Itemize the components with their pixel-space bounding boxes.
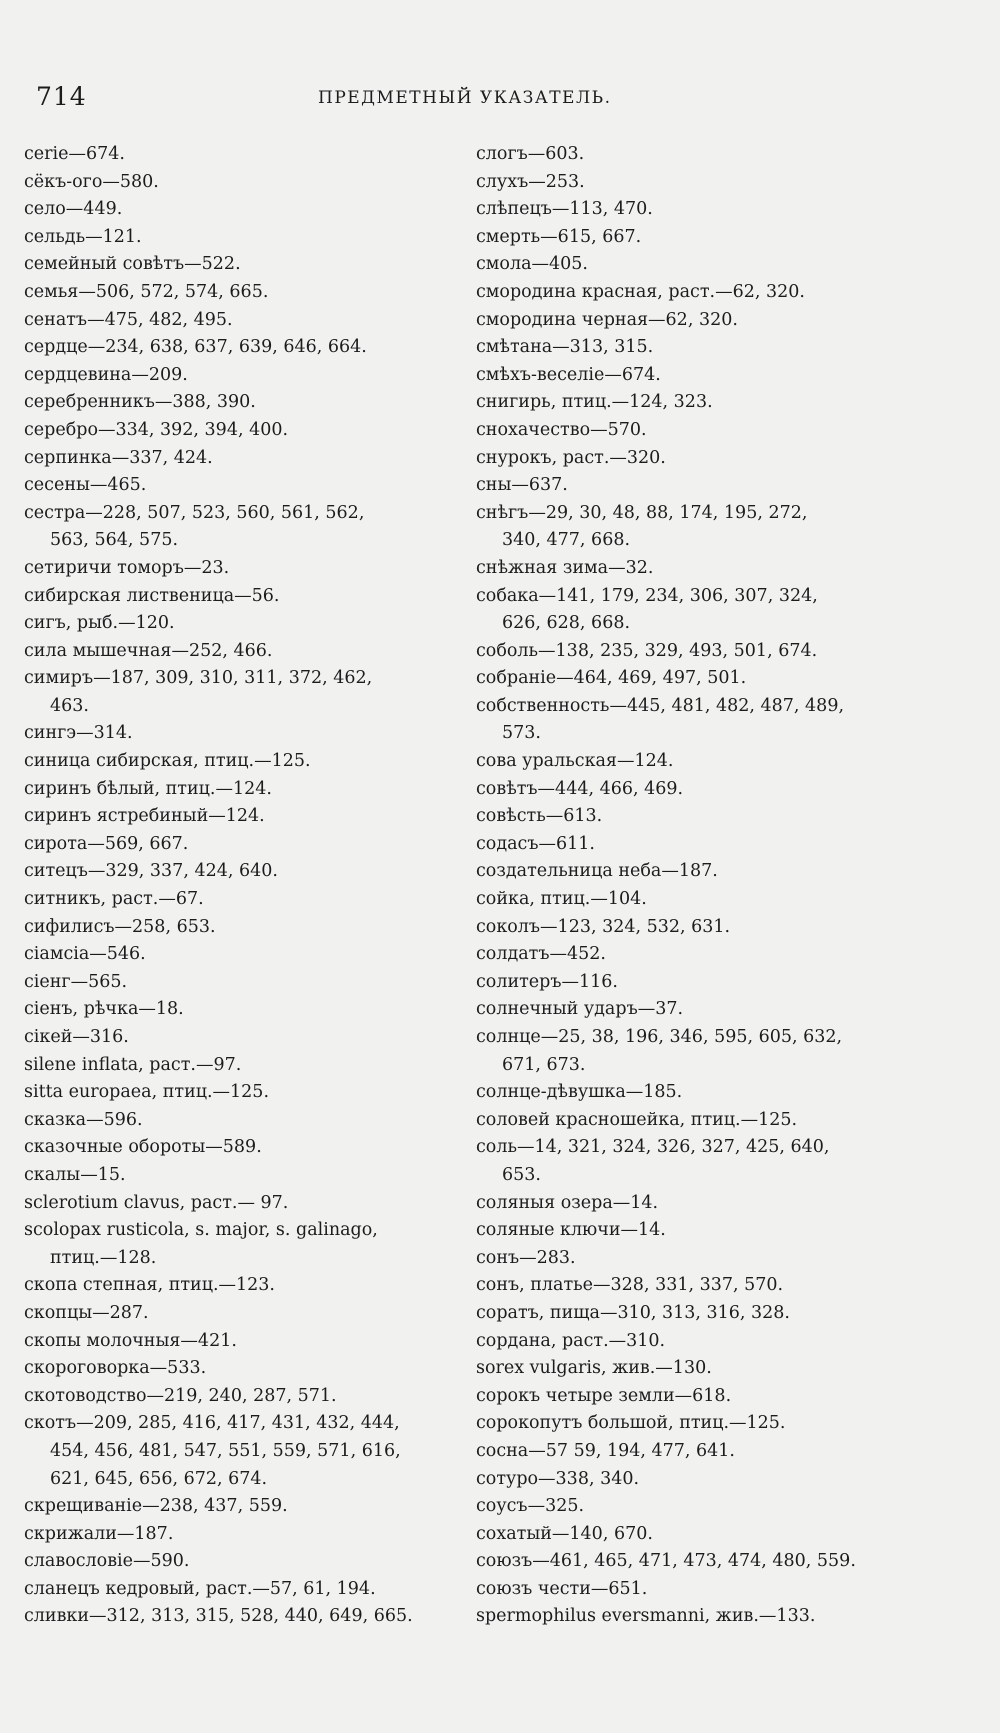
index-entry-text: союзъ чести—651. [476, 1578, 648, 1599]
index-entry [476, 1383, 916, 1411]
index-entry [476, 969, 916, 997]
index-entry-text: сердце—234, 638, 637, 639, 646, 664. [24, 337, 367, 358]
index-entry [24, 1134, 419, 1162]
index-entry-text: содасъ—611. [476, 833, 595, 854]
index-entry-text: слухъ—253. [476, 171, 585, 192]
index-entry [476, 858, 916, 886]
index-entry [476, 389, 916, 417]
index-entry [476, 1300, 916, 1328]
index-entry [476, 1024, 916, 1079]
index-entry-continuation: 626, 628, 668. [502, 613, 631, 634]
index-entry-text: соболь—138, 235, 329, 493, 501, 674. [476, 640, 818, 661]
index-entry-text: солнце—25, 38, 196, 346, 595, 605, 632, [476, 1027, 843, 1047]
index-entry-text: совѣсть—613. [476, 806, 603, 827]
index-entry [24, 583, 419, 611]
index-entry-text: сiамсiа—546. [24, 944, 146, 965]
index-entry [24, 1190, 419, 1218]
index-entry-continuation: 563, 564, 575. [50, 530, 179, 551]
index-entry-continuation: 671, 673. [502, 1054, 586, 1075]
index-entry [24, 1217, 419, 1272]
index-column-right [476, 141, 916, 1631]
index-entry [476, 1548, 916, 1576]
index-entry [24, 224, 419, 252]
index-entry-text: семейный совѣтъ—522. [24, 254, 241, 275]
index-entry [24, 914, 419, 942]
index-entry-text: ситникъ, раст.—67. [24, 889, 204, 910]
index-entry-text: союзъ—461, 465, 471, 473, 474, 480, 559. [476, 1551, 856, 1572]
index-entry [476, 638, 916, 666]
index-entry-text: скалы—15. [24, 1164, 126, 1185]
index-entry-text: село—449. [24, 199, 123, 220]
index-entry [24, 1603, 419, 1631]
index-entry-text: сесены—465. [24, 475, 147, 496]
index-entry-text: скороговорка—533. [24, 1358, 207, 1379]
index-entry-text: солнечный ударъ—37. [476, 999, 684, 1020]
index-entry [24, 969, 419, 997]
index-entry [24, 141, 419, 169]
index-entry [24, 417, 419, 445]
index-entry [24, 886, 419, 914]
index-entry [24, 610, 419, 638]
index-entry-text: сингэ—314. [24, 723, 133, 744]
index-entry-text: соль—14, 321, 324, 326, 327, 425, 640, [476, 1137, 830, 1158]
index-entry [24, 720, 419, 748]
index-entry-text: сонъ—283. [476, 1247, 576, 1268]
index-entry-text: сны—637. [476, 475, 568, 496]
index-entry-text: скрижали—187. [24, 1523, 174, 1544]
index-entry-text: соляные ключи—14. [476, 1220, 666, 1241]
index-entry [24, 555, 419, 583]
index-entry-text: сордана, раст.—310. [476, 1330, 666, 1351]
index-entry-text: снѣжная зима—32. [476, 557, 654, 578]
index-entry-text: собственность—445, 481, 482, 487, 489, [476, 695, 845, 716]
index-entry-text: сетиричи томоръ—23. [24, 557, 230, 578]
index-entry [24, 996, 419, 1024]
index-entry [476, 693, 916, 748]
index-entry-text: silene inflata, раст.—97. [24, 1054, 242, 1075]
index-entry-text: сорокъ четыре земли—618. [476, 1385, 732, 1406]
index-entry [476, 776, 916, 804]
index-entry-text: sitta europaea, птиц.—125. [24, 1082, 270, 1103]
index-entry-continuation: 621, 645, 656, 672, 674. [50, 1468, 268, 1489]
index-entry-text: сирота—569, 667. [24, 833, 189, 854]
index-entry-text: солдатъ—452. [476, 944, 606, 965]
index-entry-text: сердцевина—209. [24, 364, 188, 385]
index-entry [476, 169, 916, 197]
index-entry [476, 1190, 916, 1218]
index-entry-text: соратъ, пища—310, 313, 316, 328. [476, 1302, 790, 1323]
index-entry [24, 776, 419, 804]
index-entry [24, 1052, 419, 1080]
index-entry [24, 1107, 419, 1135]
index-entry [476, 1245, 916, 1273]
index-entry-text: сiкей—316. [24, 1027, 129, 1047]
index-entry [476, 141, 916, 169]
index-entry [24, 1410, 419, 1493]
index-entry-text: слѣпецъ—113, 470. [476, 199, 653, 220]
index-entry-text: сохатый—140, 670. [476, 1523, 653, 1544]
index-entry [476, 1576, 916, 1604]
index-entry-text: ситецъ—329, 337, 424, 640. [24, 861, 278, 882]
index-entry [24, 196, 419, 224]
index-entry [476, 748, 916, 776]
index-entry-text: сигъ, рыб.—120. [24, 613, 175, 634]
index-column-left [24, 141, 419, 1631]
index-entry [476, 583, 916, 638]
index-entry [476, 1521, 916, 1549]
index-entry [476, 500, 916, 555]
index-entry-text: серпинка—337, 424. [24, 447, 213, 468]
index-entry-text: собранiе—464, 469, 497, 501. [476, 668, 747, 689]
index-entry-text: скотоводство—219, 240, 287, 571. [24, 1385, 337, 1406]
index-entry-text: сотуро—338, 340. [476, 1468, 640, 1489]
index-entry-text: сосна—57 59, 194, 477, 641. [476, 1440, 735, 1461]
index-entry-text: скрещиванiе—238, 437, 559. [24, 1496, 288, 1517]
index-entry-continuation: 463. [50, 695, 89, 716]
index-entry [476, 1272, 916, 1300]
index-entry-text: spermophilus eversmanni, жив.—133. [476, 1606, 816, 1627]
index-entry [476, 1438, 916, 1466]
index-entry-text: соловей красношейка, птиц.—125. [476, 1109, 798, 1130]
index-entry [24, 1162, 419, 1190]
index-entry-text: сельдь—121. [24, 226, 142, 247]
index-entry [24, 1355, 419, 1383]
index-entry [24, 941, 419, 969]
index-entry [24, 1576, 419, 1604]
index-entry-continuation: птиц.—128. [50, 1247, 157, 1268]
index-entry-text: сорокопутъ большой, птиц.—125. [476, 1413, 786, 1434]
index-entry [476, 1493, 916, 1521]
index-entry [476, 1107, 916, 1135]
page-title: ПРЕДМЕТНЫЙ УКАЗАТЕЛЬ. [318, 88, 612, 108]
index-entry-text: сонъ, платье—328, 331, 337, 570. [476, 1275, 784, 1296]
index-entry-text: сестра—228, 507, 523, 560, 561, 562, [24, 502, 365, 523]
index-entry [24, 1383, 419, 1411]
index-entry [24, 748, 419, 776]
index-entry-text: сойка, птиц.—104. [476, 889, 647, 910]
index-entry-text: сифилисъ—258, 653. [24, 916, 216, 937]
index-entry-text: смерть—615, 667. [476, 226, 642, 247]
index-entry [24, 445, 419, 473]
index-entry [24, 665, 419, 720]
index-entry [476, 665, 916, 693]
index-entry-text: собака—141, 179, 234, 306, 307, 324, [476, 585, 818, 606]
index-entry-text: scolopax rusticola, s. major, s. galinago, [24, 1220, 378, 1241]
index-entry-text: солитеръ—116. [476, 971, 618, 992]
index-entry-text: снурокъ, раст.—320. [476, 447, 666, 468]
index-entry [476, 1603, 916, 1631]
index-entry [24, 1328, 419, 1356]
index-entry-text: сиринъ бѣлый, птиц.—124. [24, 778, 272, 799]
index-entry [24, 334, 419, 362]
index-entry-text: смѣхъ-веселiе—674. [476, 364, 661, 385]
index-entry [476, 1328, 916, 1356]
index-entry [24, 1272, 419, 1300]
index-entry-text: соляныя озера—14. [476, 1192, 659, 1213]
index-entry-text: сёкъ-ого—580. [24, 171, 159, 192]
index-entry-text: сливки—312, 313, 315, 528, 440, 649, 665. [24, 1606, 413, 1627]
index-entry [476, 279, 916, 307]
index-entry [24, 362, 419, 390]
index-entry-continuation: 573. [502, 723, 541, 744]
index-entry [476, 307, 916, 335]
index-entry [476, 196, 916, 224]
index-entry-text: снѣгъ—29, 30, 48, 88, 174, 195, 272, [476, 502, 808, 523]
index-entry [24, 1024, 419, 1052]
index-entry [24, 279, 419, 307]
index-entry [24, 389, 419, 417]
index-entry [476, 224, 916, 252]
index-entry-text: сiенъ, рѣчка—18. [24, 999, 184, 1020]
index-entry-text: слогъ—603. [476, 144, 585, 164]
index-entry-text: сила мышечная—252, 466. [24, 640, 273, 661]
index-entry-text: сиринъ ястребиный—124. [24, 806, 265, 827]
index-entry [476, 831, 916, 859]
index-entry-continuation: 653. [502, 1164, 541, 1185]
index-entry-text: сибирская лиственица—56. [24, 585, 280, 606]
index-entry-text: сова уральская—124. [476, 751, 674, 772]
index-entry-continuation: 454, 456, 481, 547, 551, 559, 571, 616, [50, 1440, 401, 1461]
index-entry [24, 1493, 419, 1521]
index-entry-text: sclerotium clavus, раст.— 97. [24, 1192, 289, 1213]
index-entry-text: создательница неба—187. [476, 861, 718, 882]
index-entry [476, 334, 916, 362]
index-entry [476, 1410, 916, 1438]
index-entry [24, 858, 419, 886]
index-entry [476, 1134, 916, 1189]
index-entry-text: снохачество—570. [476, 419, 647, 440]
index-entry-text: серебро—334, 392, 394, 400. [24, 419, 289, 440]
index-entry-text: скопцы—287. [24, 1302, 149, 1323]
index-entry [24, 1300, 419, 1328]
index-entry-continuation: 340, 477, 668. [502, 530, 631, 551]
index-entry-text: скотъ—209, 285, 416, 417, 431, 432, 444, [24, 1413, 400, 1434]
index-entry [476, 914, 916, 942]
page-header [36, 82, 936, 122]
index-entry [24, 307, 419, 335]
index-entry [24, 803, 419, 831]
index-entry-text: славословiе—590. [24, 1551, 190, 1572]
index-entry-text: симиръ—187, 309, 310, 311, 372, 462, [24, 668, 373, 689]
index-entry-text: смѣтана—313, 315. [476, 337, 654, 358]
index-entry-text: сiенг—565. [24, 971, 128, 992]
index-entry-text: синица сибирская, птиц.—125. [24, 751, 311, 772]
index-entry-text: cerie—674. [24, 144, 125, 164]
index-entry [24, 472, 419, 500]
index-entry [476, 803, 916, 831]
index-entry-text: смола—405. [476, 254, 588, 275]
index-entry [24, 831, 419, 859]
index-entry [476, 251, 916, 279]
index-entry [24, 251, 419, 279]
index-entry [24, 638, 419, 666]
index-entry [476, 555, 916, 583]
index-entry-text: sorex vulgaris, жив.—130. [476, 1358, 712, 1379]
index-entry-text: снигирь, птиц.—124, 323. [476, 392, 713, 413]
index-entry-text: смородина черная—62, 320. [476, 309, 738, 330]
index-entry [476, 472, 916, 500]
index-entry-text: сказочные обороты—589. [24, 1137, 262, 1158]
index-entry-text: скопы молочныя—421. [24, 1330, 237, 1351]
index-entry [476, 417, 916, 445]
index-entry [476, 1355, 916, 1383]
index-entry [476, 996, 916, 1024]
index-entry-text: сказка—596. [24, 1109, 143, 1130]
index-entry-text: смородина красная, раст.—62, 320. [476, 281, 805, 302]
index-entry [24, 1521, 419, 1549]
index-entry [476, 886, 916, 914]
index-entry-text: семья—506, 572, 574, 665. [24, 281, 269, 302]
index-entry [24, 1548, 419, 1576]
index-entry-text: солнце-дѣвушка—185. [476, 1082, 683, 1103]
index-entry [24, 1079, 419, 1107]
index-entry-text: серебренникъ—388, 390. [24, 392, 256, 413]
index-entry [24, 500, 419, 555]
index-entry-text: соусъ—325. [476, 1496, 585, 1517]
index-entry [24, 169, 419, 197]
index-entry [476, 1217, 916, 1245]
index-entry [476, 362, 916, 390]
index-entry-text: сланецъ кедровый, раст.—57, 61, 194. [24, 1578, 376, 1599]
index-entry [476, 1079, 916, 1107]
index-entry [476, 1466, 916, 1494]
page-number: 714 [36, 82, 87, 111]
index-entry-text: совѣтъ—444, 466, 469. [476, 778, 684, 799]
index-entry-text: соколъ—123, 324, 532, 631. [476, 916, 731, 937]
index-entry-text: скопа степная, птиц.—123. [24, 1275, 275, 1296]
index-entry-text: сенатъ—475, 482, 495. [24, 309, 233, 330]
index-entry [476, 445, 916, 473]
index-entry [476, 941, 916, 969]
